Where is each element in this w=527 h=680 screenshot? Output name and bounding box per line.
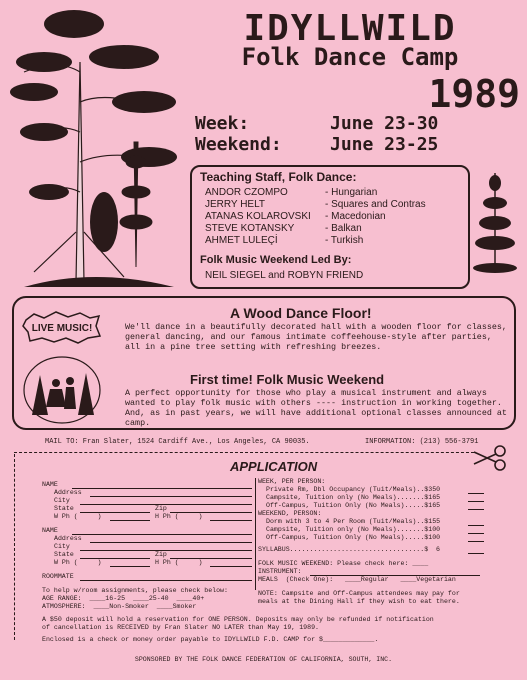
wood-floor-text: We'll dance in a beautifully decorated hall with a wooden floor for classes, general dancing, and our famous intimate coffeehouse-style after parties, all in a pine tree setting with refreshing breezes.	[125, 322, 507, 352]
work-phone-label: W Ph ( )	[54, 559, 102, 566]
zip-field[interactable]	[170, 551, 252, 559]
atmosphere-options[interactable]: ATMOSPHERE: ____Non-Smoker ____Smoker	[42, 603, 197, 610]
address-field[interactable]	[90, 535, 252, 543]
roommate-label: ROOMMATE	[42, 573, 74, 580]
deposit-text: of cancellation is RECEIVED by Fran Slater NO LATER than May 19, 1989.	[42, 624, 319, 631]
price-item: Private Rm, Dbl Occupancy (Tuit/Meals)..$350	[266, 486, 441, 493]
deposit-text: A $50 deposit will hold a reservation for ONE PERSON. Deposits may only be refunded if notification	[42, 616, 434, 623]
music-weekend-text: A perfect opportunity for those who play a musical instrument and always wanted to play folk music with others ---- instruction in working together. And, as in past years, we will have additional optional classes announced at camp.	[125, 388, 507, 428]
state-label: State	[54, 505, 74, 512]
sponsor-footer: SPONSORED BY THE FOLK DANCE FEDERATION OF CALIFORNIA, SOUTH, INC.	[134, 656, 393, 663]
music-heading: Folk Music Weekend Led By:	[200, 254, 352, 266]
work-phone-field[interactable]	[110, 513, 150, 521]
music-weekend-title: First time! Folk Music Weekend	[190, 372, 385, 387]
price-item: Dorm with 3 to 4 Per Room (Tuit/Meals)..$155	[266, 518, 441, 525]
home-phone-field[interactable]	[210, 513, 252, 521]
city-field[interactable]	[80, 543, 252, 551]
age-range-options[interactable]: AGE RANGE: ____16-25 ____25-40 ____40+	[42, 595, 205, 602]
amount-field[interactable]	[468, 534, 484, 542]
live-music-text: LIVE MUSIC!	[31, 323, 93, 334]
camp-year: 1989	[428, 72, 520, 116]
pine-tree-illustration	[4, 2, 184, 292]
enclosed-amount-line[interactable]: Enclosed is a check or money order payable to IDYLLWILD F.D. CAMP for $_____________.	[42, 636, 379, 643]
name-field[interactable]	[72, 527, 252, 535]
week-label: Week:	[195, 113, 250, 134]
instrument-field[interactable]	[310, 568, 480, 576]
staff-role: - Squares and Contras	[325, 199, 426, 210]
room-help-text: To help w/room assignments, please check below:	[42, 587, 228, 594]
camp-subtitle: Folk Dance Camp	[241, 43, 459, 71]
syllabus-line: SYLLABUS..................................$ 6	[258, 546, 441, 553]
staff-name: STEVE KOTANSKY	[205, 223, 295, 234]
price-item: Off-Campus, Tuition Only (No Meals).....$100	[266, 534, 441, 541]
staff-name: ANDOR CZOMPO	[205, 187, 288, 198]
roommate-field[interactable]	[80, 573, 252, 581]
state-label: State	[54, 551, 74, 558]
staff-heading: Teaching Staff, Folk Dance:	[200, 170, 357, 184]
weekend-dates: June 23-25	[330, 134, 439, 155]
wood-floor-title: A Wood Dance Floor!	[230, 305, 372, 321]
zip-label: Zip	[155, 505, 167, 512]
week-dates: June 23-30	[330, 113, 439, 134]
music-leaders: NEIL SIEGEL and ROBYN FRIEND	[205, 270, 364, 281]
amount-field[interactable]	[468, 518, 484, 526]
instrument-label: INSTRUMENT:	[258, 568, 302, 575]
work-phone-field[interactable]	[110, 559, 150, 567]
information-phone: INFORMATION: (213) 556-3791	[365, 438, 479, 446]
staff-name: AHMET LULEÇİ	[205, 235, 278, 246]
mail-to-line: MAIL TO: Fran Slater, 1524 Cardiff Ave., Los Angeles, CA 90035.	[45, 438, 310, 446]
meals-note: NOTE: Campsite and Off-Campus attendees may pay for	[258, 590, 460, 597]
application-divider	[255, 478, 256, 590]
staff-role: - Turkish	[325, 235, 364, 246]
staff-role: - Hungarian	[325, 187, 378, 198]
zip-label: Zip	[155, 551, 167, 558]
meals-note: meals at the Dining Hall if they wish to eat there.	[258, 598, 460, 605]
address-field[interactable]	[90, 489, 252, 497]
zip-field[interactable]	[170, 505, 252, 513]
amount-field[interactable]	[468, 502, 484, 510]
name-field[interactable]	[72, 481, 252, 489]
address-label: Address	[54, 535, 82, 542]
dancers-illustration	[22, 355, 102, 425]
price-item: Campsite, Tuition only (No Meals).......$165	[266, 494, 441, 501]
price-item: Off-Campus, Tuition Only (No Meals).....$165	[266, 502, 441, 509]
syllabus-amount-field[interactable]	[468, 546, 484, 554]
staff-role: - Macedonian	[325, 211, 386, 222]
week-price-heading: WEEK, PER PERSON:	[258, 478, 326, 485]
home-phone-label: H Ph ( )	[155, 559, 203, 566]
city-label: City	[54, 543, 70, 550]
cut-line	[14, 452, 474, 453]
meals-options[interactable]: MEALS (Check One): ____Regular ____Vegetarian	[258, 576, 456, 583]
staff-name: ATANAS KOLAROVSKI	[205, 211, 311, 222]
staff-name: JERRY HELT	[205, 199, 266, 210]
amount-field[interactable]	[468, 486, 484, 494]
staff-role: - Balkan	[325, 223, 362, 234]
amount-field[interactable]	[468, 526, 484, 534]
live-music-badge	[22, 310, 102, 344]
home-phone-field[interactable]	[210, 559, 252, 567]
address-label: Address	[54, 489, 82, 496]
home-phone-label: H Ph ( )	[155, 513, 203, 520]
weekend-label: Weekend:	[195, 134, 282, 155]
state-field[interactable]	[80, 505, 150, 513]
city-field[interactable]	[80, 497, 252, 505]
small-tree-illustration	[470, 168, 520, 278]
state-field[interactable]	[80, 551, 150, 559]
price-item: Campsite, Tuition only (No Meals).......$100	[266, 526, 441, 533]
city-label: City	[54, 497, 70, 504]
name-label: NAME	[42, 527, 58, 534]
name-label: NAME	[42, 481, 58, 488]
application-title: APPLICATION	[230, 459, 318, 474]
amount-field[interactable]	[468, 494, 484, 502]
music-weekend-checkbox[interactable]: FOLK MUSIC WEEKEND: Please check here: ____	[258, 560, 429, 567]
camp-title: IDYLLWILD	[243, 8, 457, 49]
work-phone-label: W Ph ( )	[54, 513, 102, 520]
weekend-price-heading: WEEKEND, PERSON:	[258, 510, 322, 517]
